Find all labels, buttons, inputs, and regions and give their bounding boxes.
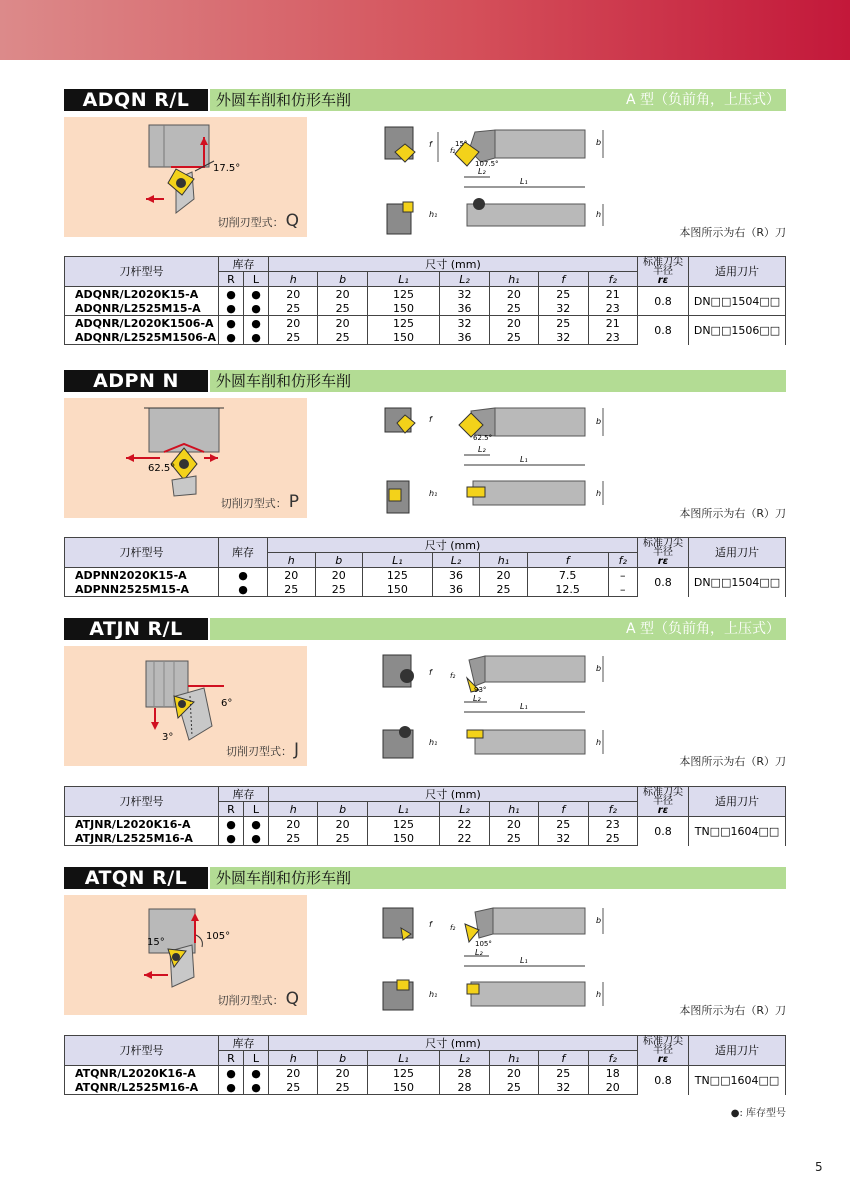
col-r-header: R bbox=[219, 272, 244, 287]
dim-h1-label: h₁ bbox=[429, 990, 438, 999]
table-cell: 25 bbox=[269, 330, 318, 345]
tool-drawing-svg bbox=[375, 403, 615, 518]
table-cell: 25 bbox=[539, 287, 588, 302]
cutting-diagram-adqn bbox=[64, 117, 307, 237]
table-cell: 25 bbox=[539, 316, 588, 331]
col-b-header: b bbox=[318, 272, 367, 287]
table-cell: ● bbox=[219, 568, 268, 583]
table-cell: 28 bbox=[440, 1080, 489, 1095]
cut-label-text: 切削刃型式： bbox=[217, 994, 284, 1007]
col-f-header: f bbox=[539, 802, 588, 817]
table-cell: 20 bbox=[480, 568, 528, 583]
table-cell: 32 bbox=[440, 287, 489, 302]
col-h1-header: h₁ bbox=[489, 272, 538, 287]
table-cell: ADQNR/L2020K1506-A bbox=[65, 316, 219, 331]
header-text: rε bbox=[657, 1054, 669, 1065]
table-cell: ● bbox=[219, 330, 244, 345]
table-cell: 150 bbox=[363, 582, 433, 597]
angle-label: 62.5° bbox=[148, 463, 176, 474]
table-cell: ● bbox=[244, 301, 269, 316]
drawing-label: 107.5° bbox=[475, 160, 499, 168]
cut-edge-letter: J bbox=[293, 740, 299, 760]
col-f2-header: f₂ bbox=[588, 272, 638, 287]
dim-l2-label: L₂ bbox=[478, 445, 486, 454]
table-cell: 20 bbox=[269, 316, 318, 331]
dim-f-label: f bbox=[429, 415, 432, 424]
cutting-diagram-adpn bbox=[64, 398, 307, 518]
table-cell: 22 bbox=[440, 817, 489, 832]
table-cell: 0.8 bbox=[638, 1066, 689, 1095]
col-b-header: b bbox=[318, 802, 367, 817]
table-cell: 20 bbox=[315, 568, 363, 583]
table-cell: ● bbox=[244, 1080, 269, 1095]
cutting-edge-label bbox=[221, 492, 299, 512]
table-cell: – bbox=[608, 568, 637, 583]
dim-f-label: f bbox=[429, 140, 432, 149]
table-cell: DN□□1504□□ bbox=[689, 287, 786, 316]
table-cell: 25 bbox=[269, 831, 318, 846]
section-title: 外圆车削和仿形车削 bbox=[216, 91, 352, 109]
table-cell: 25 bbox=[489, 1080, 538, 1095]
table-cell: 18 bbox=[588, 1066, 638, 1081]
dim-h1-label: h₁ bbox=[429, 489, 438, 498]
table-cell: 25 bbox=[489, 301, 538, 316]
table-cell: 150 bbox=[367, 330, 439, 345]
table-cell: ATQNR/L2525M16-A bbox=[65, 1080, 219, 1095]
table-cell: 21 bbox=[588, 287, 638, 302]
dim-b-label: b bbox=[596, 138, 602, 147]
cutting-diagram-atqn bbox=[64, 895, 307, 1015]
tool-drawing-atqn bbox=[375, 900, 615, 1020]
table-cell: 20 bbox=[489, 287, 538, 302]
tool-drawing-svg bbox=[375, 122, 615, 237]
table-cell: ● bbox=[244, 287, 269, 302]
col-b-header: b bbox=[315, 553, 363, 568]
dim-f-label: f bbox=[429, 920, 432, 929]
col-r-header: R bbox=[219, 802, 244, 817]
col-h1-header: h₁ bbox=[480, 553, 528, 568]
table-cell: 150 bbox=[367, 1080, 439, 1095]
col-dim-header: 尺寸 (mm) bbox=[269, 787, 638, 802]
table-cell: 20 bbox=[489, 817, 538, 832]
table-cell: DN□□1504□□ bbox=[689, 568, 786, 597]
cut-label-text: 切削刃型式： bbox=[217, 216, 284, 229]
col-l-header: L bbox=[244, 272, 269, 287]
table-cell: 23 bbox=[588, 817, 638, 832]
table-cell: TN□□1604□□ bbox=[689, 1066, 786, 1095]
table-cell: 0.8 bbox=[638, 316, 689, 345]
tool-drawing-svg bbox=[375, 650, 615, 765]
top-banner bbox=[0, 0, 850, 60]
table-cell: 36 bbox=[432, 568, 480, 583]
table-cell: 150 bbox=[367, 831, 439, 846]
header-text: 标准刀尖 bbox=[643, 538, 683, 549]
spec-table-atjn bbox=[64, 786, 786, 846]
dim-f2-label: f₂ bbox=[450, 672, 456, 680]
section-header-atqn bbox=[64, 867, 786, 889]
table-cell: ADPNN2020K15-A bbox=[65, 568, 219, 583]
table-row bbox=[65, 287, 786, 302]
col-radius-header bbox=[638, 1036, 689, 1066]
table-cell: 25 bbox=[315, 582, 363, 597]
table-cell: 7.5 bbox=[527, 568, 608, 583]
section-code: ATJN R/L bbox=[64, 618, 208, 640]
table-cell: 20 bbox=[268, 568, 316, 583]
table-cell: 36 bbox=[440, 301, 489, 316]
table-cell: ● bbox=[219, 1080, 244, 1095]
table-cell: 25 bbox=[318, 330, 367, 345]
col-model-header: 刀杆型号 bbox=[65, 538, 219, 568]
header-text: 半径 bbox=[653, 547, 673, 558]
table-cell: 32 bbox=[440, 316, 489, 331]
col-h-header: h bbox=[268, 553, 316, 568]
table-cell: ADQNR/L2525M1506-A bbox=[65, 330, 219, 345]
angle-label: 3° bbox=[162, 732, 174, 743]
section-header-adqn bbox=[64, 89, 786, 111]
col-h1-header: h₁ bbox=[489, 1051, 538, 1066]
col-dim-header: 尺寸 (mm) bbox=[269, 1036, 638, 1051]
table-cell: ● bbox=[219, 817, 244, 832]
table-cell: 20 bbox=[269, 287, 318, 302]
cutting-edge-label bbox=[226, 740, 299, 760]
col-l2-header: L₂ bbox=[440, 802, 489, 817]
table-cell: ATJNR/L2525M16-A bbox=[65, 831, 219, 846]
header-text: 标准刀尖 bbox=[643, 1036, 683, 1047]
section-header-adpn bbox=[64, 370, 786, 392]
orientation-note: 本图所示为右（R）刀 bbox=[679, 507, 786, 520]
drawing-label: 15° bbox=[455, 140, 468, 148]
table-cell: 0.8 bbox=[638, 568, 689, 597]
table-cell: 20 bbox=[269, 817, 318, 832]
table-cell: 0.8 bbox=[638, 287, 689, 316]
drawing-label: 105° bbox=[475, 940, 492, 948]
table-cell: ● bbox=[244, 831, 269, 846]
table-cell: ● bbox=[219, 301, 244, 316]
table-cell: 20 bbox=[269, 1066, 318, 1081]
table-cell: 25 bbox=[269, 1080, 318, 1095]
col-radius-header bbox=[638, 538, 689, 568]
table-cell: 36 bbox=[432, 582, 480, 597]
table-row bbox=[65, 1066, 786, 1081]
dim-l1-label: L₁ bbox=[520, 177, 528, 186]
table-cell: TN□□1604□□ bbox=[689, 817, 786, 846]
dim-b-label: b bbox=[596, 417, 602, 426]
table-cell: DN□□1506□□ bbox=[689, 316, 786, 345]
dim-f2-label: f₂ bbox=[450, 924, 456, 932]
table-cell: 20 bbox=[318, 316, 367, 331]
col-l-header: L bbox=[244, 1051, 269, 1066]
tool-drawing-atjn bbox=[375, 650, 615, 770]
table-cell: 25 bbox=[539, 817, 588, 832]
col-stock-header: 库存 bbox=[219, 257, 269, 272]
section-header-atjn bbox=[64, 618, 786, 640]
table-cell: 28 bbox=[440, 1066, 489, 1081]
col-l1-header: L₁ bbox=[363, 553, 433, 568]
col-l1-header: L₁ bbox=[367, 1051, 439, 1066]
col-dim-header: 尺寸 (mm) bbox=[269, 257, 638, 272]
col-b-header: b bbox=[318, 1051, 367, 1066]
col-f2-header: f₂ bbox=[588, 1051, 638, 1066]
table-cell: – bbox=[608, 582, 637, 597]
col-model-header: 刀杆型号 bbox=[65, 1036, 219, 1066]
orientation-note: 本图所示为右（R）刀 bbox=[679, 755, 786, 768]
cut-label-text: 切削刃型式： bbox=[225, 745, 292, 758]
table-cell: 0.8 bbox=[638, 817, 689, 846]
cut-label-text: 切削刃型式： bbox=[220, 497, 287, 510]
section-code: ATQN R/L bbox=[64, 867, 208, 889]
cutting-diagram-atjn bbox=[64, 646, 307, 766]
dim-h1-label: h₁ bbox=[429, 210, 438, 219]
col-r-header: R bbox=[219, 1051, 244, 1066]
orientation-note: 本图所示为右（R）刀 bbox=[679, 1004, 786, 1017]
table-cell: ADQNR/L2525M15-A bbox=[65, 301, 219, 316]
header-text: rε bbox=[657, 556, 669, 567]
col-l2-header: L₂ bbox=[440, 272, 489, 287]
cut-edge-letter: Q bbox=[285, 989, 299, 1009]
table-cell: ● bbox=[219, 582, 268, 597]
section-title: 外圆车削和仿形车削 bbox=[216, 372, 352, 390]
table-cell: 150 bbox=[367, 301, 439, 316]
table-cell: ● bbox=[244, 1066, 269, 1081]
table-cell: 125 bbox=[367, 287, 439, 302]
table-cell: 32 bbox=[539, 301, 588, 316]
orientation-note: 本图所示为右（R）刀 bbox=[679, 226, 786, 239]
col-h-header: h bbox=[269, 1051, 318, 1066]
table-cell: 25 bbox=[588, 831, 638, 846]
table-cell: ATJNR/L2020K16-A bbox=[65, 817, 219, 832]
dim-f2-label: f₂ bbox=[450, 147, 456, 155]
table-cell: 23 bbox=[588, 301, 638, 316]
col-f-header: f bbox=[539, 272, 588, 287]
header-text: 半径 bbox=[653, 796, 673, 807]
table-cell: 25 bbox=[539, 1066, 588, 1081]
dim-h-label: h bbox=[596, 210, 602, 219]
col-model-header: 刀杆型号 bbox=[65, 257, 219, 287]
col-l1-header: L₁ bbox=[367, 802, 439, 817]
dim-h-label: h bbox=[596, 990, 602, 999]
angle-label: 17.5° bbox=[213, 163, 241, 174]
table-cell: ADPNN2525M15-A bbox=[65, 582, 219, 597]
col-stock-header: 库存 bbox=[219, 538, 268, 568]
table-cell: 12.5 bbox=[527, 582, 608, 597]
dim-h1-label: h₁ bbox=[429, 738, 438, 747]
dim-l2-label: L₂ bbox=[478, 167, 486, 176]
col-model-header: 刀杆型号 bbox=[65, 787, 219, 817]
table-cell: 20 bbox=[489, 1066, 538, 1081]
col-stock-header: 库存 bbox=[219, 1036, 269, 1051]
angle-label: 6° bbox=[221, 698, 233, 709]
table-cell: 32 bbox=[539, 1080, 588, 1095]
dim-l1-label: L₁ bbox=[520, 455, 528, 464]
cutting-edge-label bbox=[218, 989, 299, 1009]
col-f-header: f bbox=[539, 1051, 588, 1066]
table-cell: 25 bbox=[489, 330, 538, 345]
dim-b-label: b bbox=[596, 916, 602, 925]
col-f2-header: f₂ bbox=[588, 802, 638, 817]
table-row bbox=[65, 568, 786, 583]
header-text: rε bbox=[657, 275, 669, 286]
angle-label: 105° bbox=[206, 931, 231, 942]
spec-table-adqn bbox=[64, 256, 786, 345]
section-type-label: A 型（负前角，上压式） bbox=[625, 92, 780, 108]
table-cell: 20 bbox=[588, 1080, 638, 1095]
table-cell: 125 bbox=[367, 817, 439, 832]
tool-drawing-adpn bbox=[375, 403, 615, 523]
table-cell: 20 bbox=[318, 287, 367, 302]
table-cell: 21 bbox=[588, 316, 638, 331]
tool-drawing-adqn bbox=[375, 122, 615, 242]
table-cell: ● bbox=[219, 1066, 244, 1081]
table-cell: 25 bbox=[318, 1080, 367, 1095]
header-text: 标准刀尖 bbox=[643, 257, 683, 268]
angle-label: 15° bbox=[147, 937, 165, 948]
table-cell: ATQNR/L2020K16-A bbox=[65, 1066, 219, 1081]
dim-l1-label: L₁ bbox=[520, 956, 528, 965]
table-cell: 25 bbox=[318, 301, 367, 316]
table-cell: 36 bbox=[440, 330, 489, 345]
table-cell: 22 bbox=[440, 831, 489, 846]
col-insert-header: 适用刀片 bbox=[689, 787, 786, 817]
header-text: rε bbox=[657, 805, 669, 816]
dim-l2-label: L₂ bbox=[475, 948, 483, 957]
table-cell: 20 bbox=[489, 316, 538, 331]
table-cell: ● bbox=[219, 287, 244, 302]
col-insert-header: 适用刀片 bbox=[689, 1036, 786, 1066]
col-l1-header: L₁ bbox=[367, 272, 439, 287]
table-cell: 25 bbox=[480, 582, 528, 597]
table-cell: 25 bbox=[489, 831, 538, 846]
table-cell: 125 bbox=[363, 568, 433, 583]
table-cell: 32 bbox=[539, 330, 588, 345]
section-type-label: A 型（负前角，上压式） bbox=[625, 621, 780, 637]
col-stock-header: 库存 bbox=[219, 787, 269, 802]
table-cell: ● bbox=[219, 316, 244, 331]
dim-l1-label: L₁ bbox=[520, 702, 528, 711]
col-dim-header: 尺寸 (mm) bbox=[268, 538, 638, 553]
header-text: 半径 bbox=[653, 266, 673, 277]
table-cell: 20 bbox=[318, 817, 367, 832]
table-cell: 20 bbox=[318, 1066, 367, 1081]
dim-h-label: h bbox=[596, 738, 602, 747]
col-l-header: L bbox=[244, 802, 269, 817]
col-h1-header: h₁ bbox=[489, 802, 538, 817]
drawing-label: 62.5° bbox=[473, 434, 493, 442]
dim-h-label: h bbox=[596, 489, 602, 498]
spec-table-atqn bbox=[64, 1035, 786, 1095]
col-radius-header bbox=[638, 257, 689, 287]
col-l2-header: L₂ bbox=[432, 553, 480, 568]
table-cell: 125 bbox=[367, 1066, 439, 1081]
table-row bbox=[65, 316, 786, 331]
col-h-header: h bbox=[269, 802, 318, 817]
table-cell: ● bbox=[244, 817, 269, 832]
col-l2-header: L₂ bbox=[440, 1051, 489, 1066]
col-f-header: f bbox=[527, 553, 608, 568]
section-title: 外圆车削和仿形车削 bbox=[216, 869, 352, 887]
stock-legend: ●: 库存型号 bbox=[730, 1108, 786, 1119]
cut-edge-letter: P bbox=[288, 492, 299, 512]
col-h-header: h bbox=[269, 272, 318, 287]
table-cell: 32 bbox=[539, 831, 588, 846]
col-insert-header: 适用刀片 bbox=[689, 538, 786, 568]
section-code: ADPN N bbox=[64, 370, 208, 392]
tool-drawing-svg bbox=[375, 900, 615, 1015]
table-cell: ● bbox=[219, 831, 244, 846]
table-cell: ● bbox=[244, 316, 269, 331]
table-cell: 23 bbox=[588, 330, 638, 345]
col-radius-header bbox=[638, 787, 689, 817]
table-cell: 25 bbox=[318, 831, 367, 846]
spec-table-adpn bbox=[64, 537, 786, 597]
drawing-label: 93° bbox=[474, 686, 487, 694]
table-cell: 25 bbox=[268, 582, 316, 597]
cut-edge-letter: Q bbox=[285, 211, 299, 231]
table-cell: ADQNR/L2020K15-A bbox=[65, 287, 219, 302]
table-cell: ● bbox=[244, 330, 269, 345]
table-cell: 125 bbox=[367, 316, 439, 331]
col-insert-header: 适用刀片 bbox=[689, 257, 786, 287]
dim-f-label: f bbox=[429, 668, 432, 677]
dim-l2-label: L₂ bbox=[473, 694, 481, 703]
header-text: 标准刀尖 bbox=[643, 787, 683, 798]
table-row bbox=[65, 817, 786, 832]
page-number: 5 bbox=[815, 1160, 823, 1174]
table-cell: 25 bbox=[269, 301, 318, 316]
section-code: ADQN R/L bbox=[64, 89, 208, 111]
header-text: 半径 bbox=[653, 1045, 673, 1056]
col-f2-header: f₂ bbox=[608, 553, 637, 568]
cutting-edge-label bbox=[218, 211, 299, 231]
dim-b-label: b bbox=[596, 664, 602, 673]
